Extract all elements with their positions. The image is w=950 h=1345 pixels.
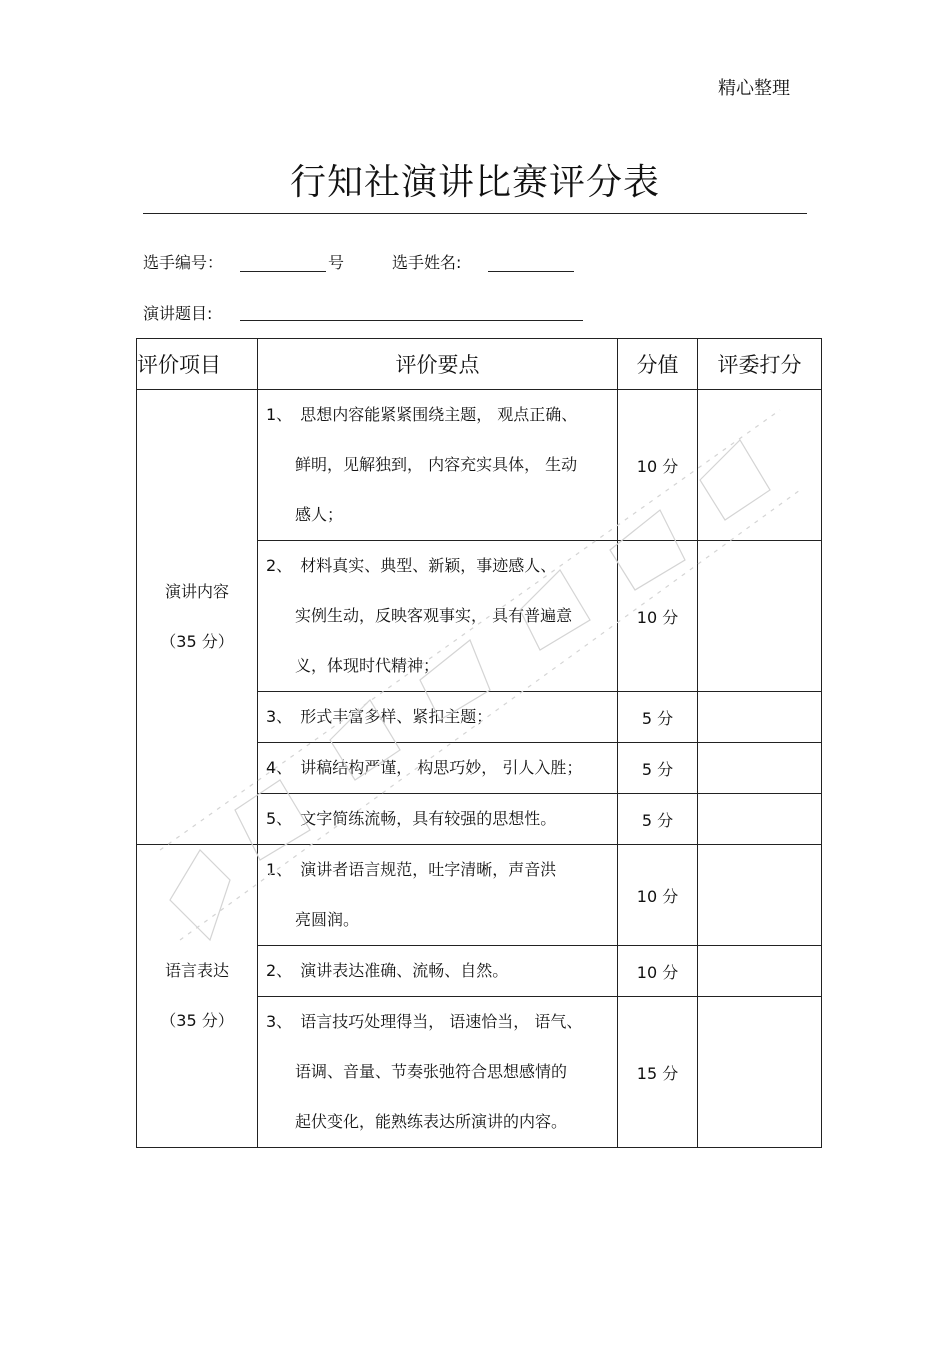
criterion-cell bbox=[258, 845, 618, 946]
contestant-number-suffix: 号 bbox=[328, 253, 345, 272]
score-value: 5 分 bbox=[618, 692, 698, 743]
judge-score-cell[interactable] bbox=[698, 946, 822, 997]
criterion-number: 3、 bbox=[266, 707, 293, 726]
judge-score-cell[interactable] bbox=[698, 997, 822, 1148]
category-name: 语言表达 bbox=[164, 961, 229, 980]
category-name: 演讲内容 bbox=[164, 582, 229, 601]
contestant-name-blank[interactable] bbox=[488, 271, 574, 272]
category-cell bbox=[137, 845, 258, 1148]
score-value: 15 分 bbox=[618, 997, 698, 1148]
criterion-cell bbox=[258, 794, 618, 845]
judge-score-cell[interactable] bbox=[698, 743, 822, 794]
criterion-number: 4、 bbox=[266, 758, 293, 777]
criterion-number: 1、 bbox=[266, 405, 293, 424]
criterion-text: 起伏变化，能熟练表达所演讲的内容。 bbox=[295, 1112, 568, 1131]
contestant-name-label: 选手姓名: bbox=[392, 253, 462, 272]
criterion-cell bbox=[258, 997, 618, 1148]
speech-topic-blank[interactable] bbox=[240, 320, 583, 321]
criterion-number: 5、 bbox=[266, 809, 293, 828]
criterion-cell bbox=[258, 743, 618, 794]
judge-score-cell[interactable] bbox=[698, 390, 822, 541]
criterion-text: 材料真实、典型、新颖，事迹感人、 bbox=[300, 556, 557, 575]
criterion-number: 2、 bbox=[266, 961, 293, 980]
category-total: （35 分） bbox=[160, 632, 234, 651]
score-value: 10 分 bbox=[618, 541, 698, 692]
criterion-text: 演讲表达准确、流畅、自然。 bbox=[300, 961, 509, 980]
criterion-text: 语调、音量、节奏张弛符合思想感情的 bbox=[295, 1062, 568, 1081]
scoring-table bbox=[136, 338, 822, 1148]
criterion-text: 语言技巧处理得当， 语速恰当， 语气、 bbox=[300, 1012, 583, 1031]
score-value: 10 分 bbox=[618, 946, 698, 997]
judge-score-cell[interactable] bbox=[698, 845, 822, 946]
criterion-cell bbox=[258, 692, 618, 743]
judge-score-cell[interactable] bbox=[698, 541, 822, 692]
contestant-number-blank[interactable] bbox=[240, 271, 326, 272]
criterion-text: 文字简练流畅，具有较强的思想性。 bbox=[300, 809, 557, 828]
criterion-cell bbox=[258, 390, 618, 541]
criterion-cell bbox=[258, 946, 618, 997]
criterion-text: 讲稿结构严谨， 构思巧妙， 引人入胜； bbox=[300, 758, 583, 777]
header-value: 分值 bbox=[618, 339, 698, 390]
score-value: 5 分 bbox=[618, 743, 698, 794]
speech-topic-label: 演讲题目: bbox=[143, 304, 213, 323]
header-judge: 评委打分 bbox=[698, 339, 822, 390]
category-cell bbox=[137, 390, 258, 845]
page-title: 行知社演讲比赛评分表 bbox=[289, 162, 660, 203]
criterion-number: 2、 bbox=[266, 556, 293, 575]
title-divider bbox=[143, 213, 807, 214]
header-note: 精心整理 bbox=[718, 78, 790, 99]
criterion-text: 形式丰富多样、紧扣主题； bbox=[300, 707, 493, 726]
score-value: 10 分 bbox=[618, 390, 698, 541]
criterion-text: 感人； bbox=[295, 505, 344, 524]
table-row bbox=[137, 390, 822, 541]
judge-score-cell[interactable] bbox=[698, 692, 822, 743]
criterion-number: 3、 bbox=[266, 1012, 293, 1031]
score-value: 10 分 bbox=[618, 845, 698, 946]
criterion-text: 演讲者语言规范，吐字清晰，声音洪 bbox=[300, 860, 557, 879]
criterion-cell bbox=[258, 541, 618, 692]
table-header-row bbox=[137, 339, 822, 390]
criterion-text: 亮圆润。 bbox=[295, 910, 360, 929]
header-item: 评价项目 bbox=[137, 339, 258, 390]
score-value: 5 分 bbox=[618, 794, 698, 845]
header-points: 评价要点 bbox=[258, 339, 618, 390]
contestant-number-label: 选手编号： bbox=[143, 253, 224, 272]
judge-score-cell[interactable] bbox=[698, 794, 822, 845]
category-total: （35 分） bbox=[160, 1011, 234, 1030]
criterion-text: 义，体现时代精神； bbox=[295, 656, 440, 675]
criterion-text: 思想内容能紧紧围绕主题， 观点正确、 bbox=[300, 405, 578, 424]
criterion-text: 实例生动，反映客观事实， 具有普遍意 bbox=[295, 606, 573, 625]
criterion-number: 1、 bbox=[266, 860, 293, 879]
criterion-text: 鲜明，见解独到， 内容充实具体， 生动 bbox=[295, 455, 578, 474]
table-row bbox=[137, 845, 822, 946]
